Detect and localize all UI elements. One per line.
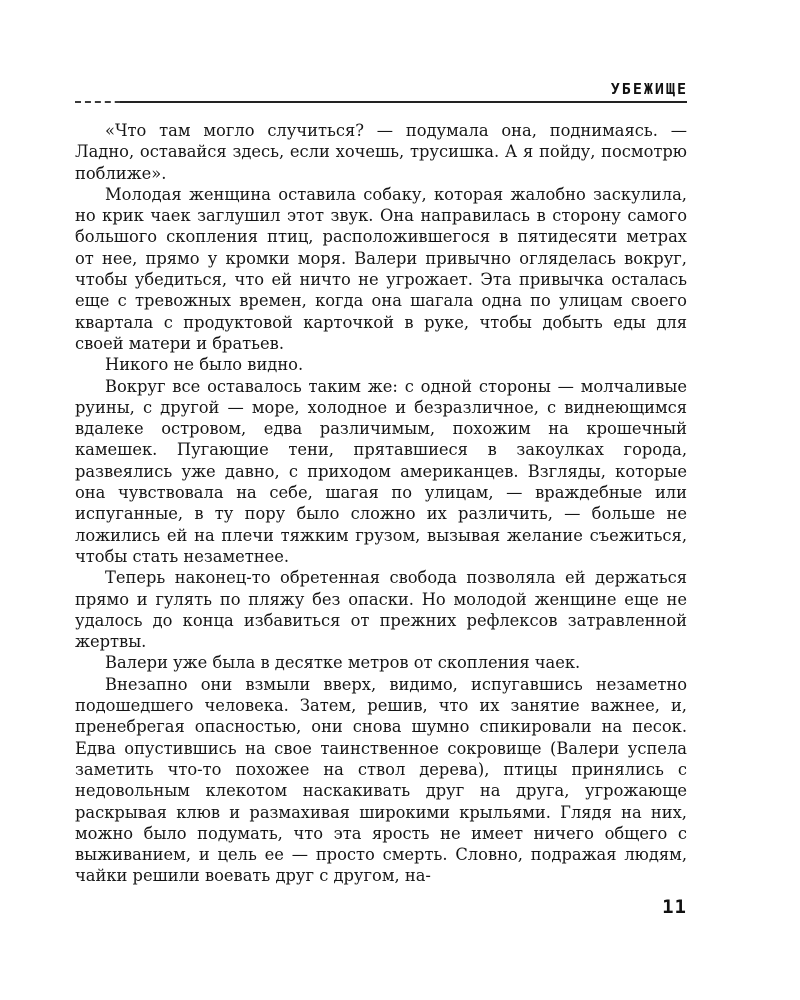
paragraph: Никого не было видно. [105, 355, 304, 375]
running-title: УБЕЖИЩЕ [610, 80, 688, 98]
header-rule-solid [120, 101, 687, 103]
paragraph: «Что там могло случиться? — подумала она, поднимаясь. — Ладно, оставайся здесь, если хочешь, трусишка. А я пойду, посмотрю поближе». [75, 121, 687, 183]
page-number: 11 [662, 896, 687, 918]
paragraph: Теперь наконец-то обретенная свобода позволяла ей держаться прямо и гулять по пляжу без опаски. Но молодой женщине еще не удалось до конца избавиться от прежних рефлексов затравленной жертвы. [75, 568, 687, 652]
body-text [75, 120, 687, 887]
paragraph: Молодая женщина оставила собаку, которая жалобно заскулила, но крик чаек заглушил этот звук. Она направилась в сторону самого большого скопления птиц, расположившегося в пятидесяти метрах от нее, прямо у кромки моря. Валери привычно огляделась вокруг, чтобы убедиться, что ей ничто не угрожает. Эта привычка осталась еще с тревожных времен, когда она шагала одна по улицам своего квартала с продуктовой карточкой в руке, чтобы добыть еды для своей матери и братьев. [75, 184, 687, 353]
paragraph: Вокруг все оставалось таким же: с одной стороны — молчаливые руины, с другой — море, холодное и безразличное, с виднеющимся вдалеке островом, едва различимым, похожим на крошечный камешек. Пугающие тени, прятавшиеся в закоулках города, развеялись уже давно, с приходом американцев. Взгляды, которые она чувствовала на себе, шагая по улицам, — враждебные или испуганные, в ту пору было сложно их различить, — больше не ложились ей на плечи тяжким грузом, вызывая желание съежиться, чтобы стать незаметнее. [75, 376, 687, 566]
paragraph: Валери уже была в десятке метров от скопления чаек. [105, 653, 581, 673]
paragraph: Внезапно они взмыли вверх, видимо, испугавшись незаметно подошедшего человека. Затем, решив, что их занятие важнее, и, пренебрегая опасностью, они снова шумно спикировали на песок. Едва опустившись на свое таинственное сокровище (Валери успела заметить что-то похожее на ствол дерева), птицы принялись с недовольным клекотом наскакивать друг на друга, угрожающе раскрывая клюв и размахивая широкими крыльями. Глядя на них, можно было подумать, что эта ярость не имеет ничего общего с выживанием, и цель ее — просто смерть. Словно, подражая людям, чайки решили воевать друг с другом, на- [75, 674, 687, 886]
